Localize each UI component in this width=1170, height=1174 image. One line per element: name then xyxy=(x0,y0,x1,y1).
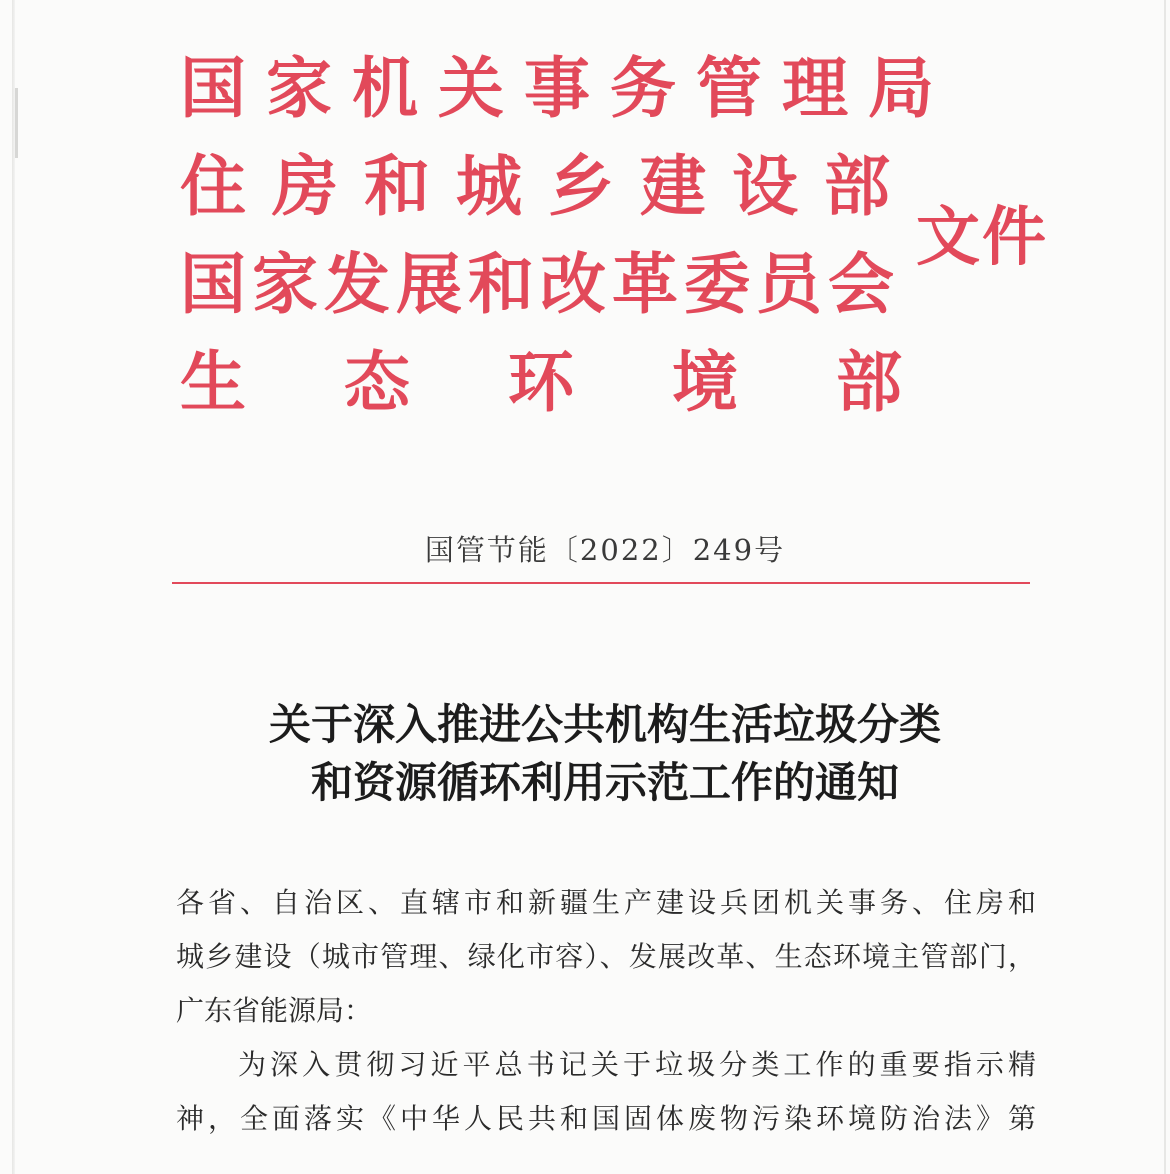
file-label: 文件 xyxy=(916,201,1048,275)
issuer-char: 关 xyxy=(438,50,504,127)
document-title xyxy=(0,696,1170,812)
issuer-char: 家 xyxy=(266,50,332,127)
issuer-char: 发 xyxy=(324,246,390,323)
issuer-char: 设 xyxy=(732,148,798,225)
issuer-char: 生 xyxy=(180,344,246,421)
issuer-char: 部 xyxy=(824,148,890,225)
issuer-line xyxy=(180,138,910,236)
issuer-char: 国 xyxy=(180,50,246,127)
issuer-char: 乡 xyxy=(548,148,614,225)
issuer-char: 建 xyxy=(640,148,706,225)
issuer-char: 城 xyxy=(456,148,522,225)
issuer-char: 理 xyxy=(782,50,848,127)
issuer-char: 家 xyxy=(252,246,318,323)
issuer-char: 革 xyxy=(612,246,678,323)
issuer-char: 国 xyxy=(180,246,246,323)
issuer-char: 事 xyxy=(524,50,590,127)
title-line-2: 和资源循环利用示范工作的通知 xyxy=(310,758,899,807)
issuer-line xyxy=(180,40,934,138)
page-right-edge xyxy=(1164,0,1166,1174)
issuer-char: 态 xyxy=(344,344,410,421)
addressee-line: 城乡建设（城市管理、绿化市容）、发展改革、生态环境主管部门， xyxy=(176,940,1036,973)
issuer-char: 展 xyxy=(396,246,462,323)
issuer-char: 局 xyxy=(868,50,934,127)
issuer-char: 住 xyxy=(180,148,246,225)
title-line-1: 关于深入推进公共机构生活垃圾分类 xyxy=(268,700,941,749)
red-divider xyxy=(172,582,1030,584)
page-left-edge xyxy=(12,0,15,1174)
issuer-char: 境 xyxy=(672,344,738,421)
issuer-line xyxy=(180,236,910,334)
paragraph-line: 神，全面落实《中华人民共和国固体废物污染环境防治法》第 xyxy=(176,1102,1036,1135)
document-body xyxy=(176,876,1036,1146)
issuer-char: 务 xyxy=(610,50,676,127)
paragraph-line: 为深入贯彻习近平总书记关于垃圾分类工作的重要指示精 xyxy=(238,1048,1036,1081)
issuer-char: 部 xyxy=(836,344,902,421)
issuer-char: 改 xyxy=(540,246,606,323)
addressee-line: 各省、自治区、直辖市和新疆生产建设兵团机关事务、住房和 xyxy=(176,886,1036,919)
issuing-authorities xyxy=(180,40,934,432)
binding-mark xyxy=(15,88,18,158)
issuer-char: 管 xyxy=(696,50,762,127)
issuer-char: 机 xyxy=(352,50,418,127)
issuer-char: 和 xyxy=(468,246,534,323)
issuer-line xyxy=(180,334,910,432)
addressee-line: 广东省能源局： xyxy=(176,994,373,1027)
document-number: 国管节能〔2022〕249号 xyxy=(424,533,786,567)
issuer-char: 员 xyxy=(756,246,822,323)
issuer-char: 委 xyxy=(684,246,750,323)
issuer-char: 和 xyxy=(364,148,430,225)
issuer-char: 房 xyxy=(272,148,338,225)
issuer-char: 环 xyxy=(508,344,574,421)
issuer-char: 会 xyxy=(828,246,894,323)
